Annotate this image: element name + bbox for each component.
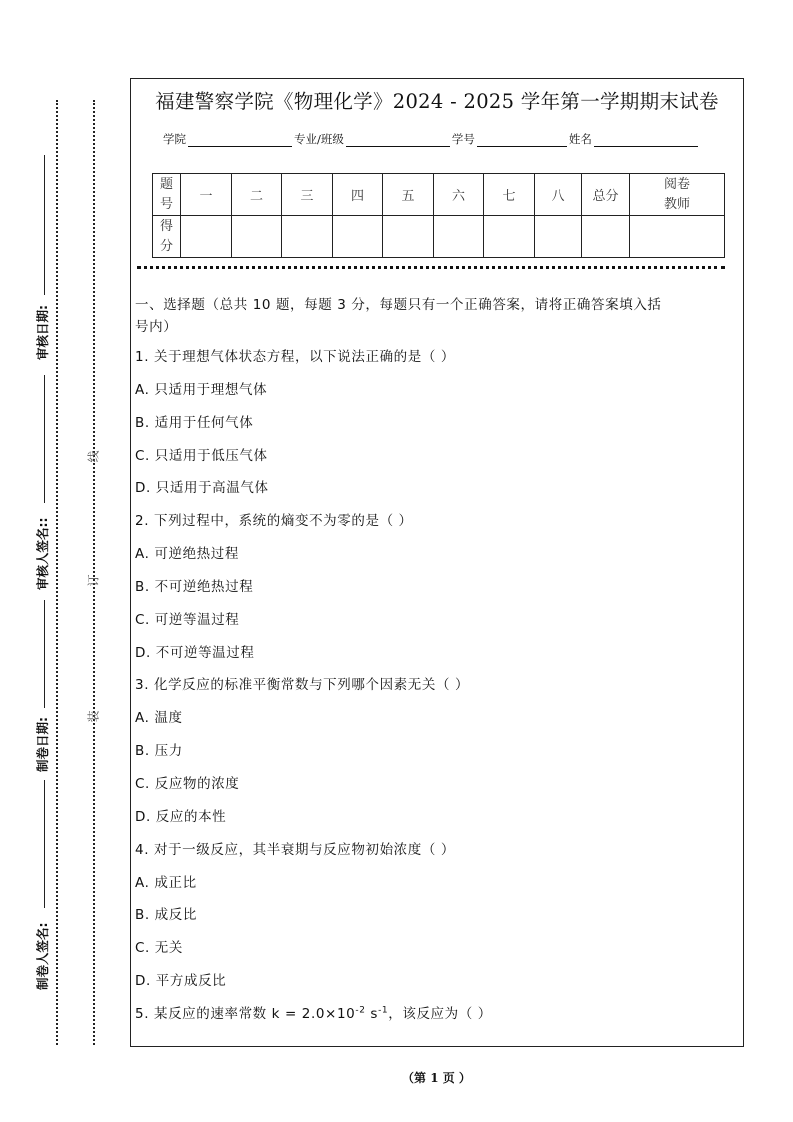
- major-class-label: 专业/班级: [294, 132, 344, 146]
- score-cell[interactable]: [232, 216, 282, 258]
- dotted-separator: [137, 266, 725, 269]
- signature-line: [44, 600, 45, 708]
- section-instructions-cont: 号内）: [135, 319, 178, 335]
- student-id-label: 学号: [451, 132, 475, 146]
- question-5: 5. 某反应的速率常数 $k = 2.0\times 10^{-2}$ $s^{-1}$，该反应为（ ）: [135, 1005, 492, 1022]
- score-table-score-row: [153, 216, 725, 258]
- score-cell[interactable]: [630, 216, 725, 258]
- question-stem: 2. 下列过程中，系统的熵变不为零的是（ ）: [135, 513, 413, 530]
- compile-date-label: 制卷日期:: [35, 717, 50, 772]
- question-number-label: 题 号: [153, 174, 181, 216]
- score-table: [152, 173, 725, 258]
- review-date-label: 审核日期:: [35, 305, 50, 360]
- binding-char-zhuang: 装: [86, 710, 101, 723]
- question-stem: 1. 关于理想气体状态方程，以下说法正确的是（ ）: [135, 349, 455, 365]
- answer-option: A. 只适用于理想气体: [135, 382, 268, 398]
- binding-char-xian: 线: [86, 450, 101, 463]
- signature-line: [44, 155, 45, 295]
- name-label: 姓名: [568, 132, 592, 146]
- answer-option: B. 适用于任何气体: [135, 414, 254, 431]
- question-stem: 3. 化学反应的标准平衡常数与下列哪个因素无关（ ）: [135, 677, 470, 694]
- answer-option: D. 只适用于高温气体: [135, 480, 269, 497]
- column-header: 七: [484, 174, 535, 216]
- score-label: 得 分: [153, 216, 181, 258]
- answer-option: A. 成正比: [135, 874, 197, 891]
- score-cell[interactable]: [484, 216, 535, 258]
- student-info-row: [163, 131, 700, 147]
- college-field[interactable]: [188, 132, 292, 147]
- question-stem: 4. 对于一级反应，其半衰期与反应物初始浓度（ ）: [135, 841, 455, 858]
- binding-char-ding: 订: [86, 574, 101, 587]
- signature-line: [44, 780, 45, 908]
- score-cell[interactable]: [582, 216, 630, 258]
- column-header: 六: [434, 174, 484, 216]
- score-cell[interactable]: [333, 216, 383, 258]
- score-cell[interactable]: [181, 216, 232, 258]
- student-id-field[interactable]: [477, 132, 567, 147]
- reviewer-header: 阅卷 教师: [630, 174, 725, 216]
- answer-option: B. 不可逆绝热过程: [135, 579, 254, 595]
- column-header: 五: [383, 174, 434, 216]
- answer-option: D. 反应的本性: [135, 808, 227, 825]
- answer-option: B. 压力: [135, 743, 183, 760]
- compiler-signature-label: 制卷人签名:: [35, 922, 50, 990]
- answer-option: C. 无关: [135, 940, 184, 957]
- score-cell[interactable]: [434, 216, 484, 258]
- answer-option: A. 可逆绝热过程: [135, 546, 239, 563]
- column-header: 一: [181, 174, 232, 216]
- answer-option: C. 只适用于低压气体: [135, 447, 268, 464]
- score-cell[interactable]: [535, 216, 582, 258]
- reviewer-signature-label: 审核人签名::: [35, 517, 50, 590]
- answer-option: C. 可逆等温过程: [135, 611, 240, 628]
- answer-option: C. 反应物的浓度: [135, 776, 240, 792]
- column-header: 八: [535, 174, 582, 216]
- column-header: 总分: [582, 174, 630, 216]
- binding-dotted-line-outer: [56, 100, 58, 1045]
- exam-title: 福建警察学院《物理化学》2024 - 2025 学年第一学期期末试卷: [155, 90, 719, 113]
- score-cell[interactable]: [282, 216, 333, 258]
- binding-dotted-line-inner: [93, 100, 95, 1045]
- name-field[interactable]: [594, 132, 698, 147]
- column-header: 四: [333, 174, 383, 216]
- page-number: （第 1 页 ）: [402, 1071, 471, 1085]
- answer-option: A. 温度: [135, 710, 183, 727]
- column-header: 三: [282, 174, 333, 216]
- section-instructions: 一、选择题（总共 10 题，每题 3 分，每题只有一个正确答案，请将正确答案填入括: [135, 297, 662, 313]
- score-cell[interactable]: [383, 216, 434, 258]
- score-table-header-row: [153, 174, 725, 216]
- answer-option: B. 成反比: [135, 907, 197, 924]
- answer-option: D. 不可逆等温过程: [135, 644, 255, 661]
- major-class-field[interactable]: [346, 132, 450, 147]
- college-label: 学院: [163, 132, 186, 146]
- signature-line: [44, 375, 45, 503]
- answer-option: D. 平方成反比: [135, 973, 227, 989]
- column-header: 二: [232, 174, 282, 216]
